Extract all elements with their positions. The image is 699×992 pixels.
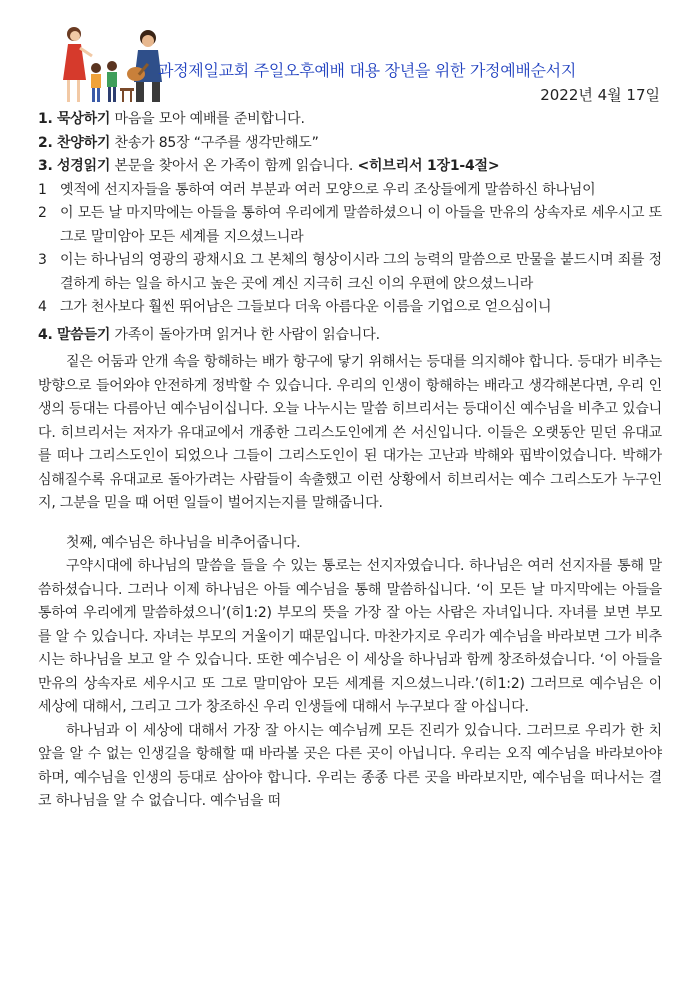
content-area: [38, 108, 662, 814]
step-scripture: [38, 155, 662, 179]
verse-number: 1: [38, 181, 47, 198]
step-sermon: [38, 324, 662, 348]
step-number: 2.: [38, 134, 53, 151]
step-title: 묵상하기: [56, 111, 111, 127]
step-text: 본문을 찾아서 온 가족이 함께 읽습니다.: [114, 158, 354, 174]
verse-1: [38, 179, 662, 203]
verse-text: 옛적에 선지자들을 통하여 여러 부분과 여러 모양으로 우리 조상들에게 말씀하신 하나님이: [60, 181, 596, 198]
scripture-reference: <히브리서 1장1-4절>: [357, 158, 500, 174]
page-title: 과정제일교회 주일오후예배 대용 장년을 위한 가정예배순서지: [158, 61, 576, 80]
step-number: 1.: [38, 111, 53, 127]
sermon-first-heading: 첫째, 예수님은 하나님을 비추어줍니다.: [66, 534, 301, 551]
verse-number: 4: [38, 299, 47, 315]
step-meditation: [38, 108, 662, 132]
step-title: 성경읽기: [56, 158, 111, 174]
step-number: 4.: [38, 326, 53, 343]
verse-text: 그가 천사보다 훨씬 뛰어남은 그들보다 더욱 아름다운 이름을 기업으로 얻으심이니: [60, 299, 552, 315]
worship-date: 2022년 4월 17일: [540, 86, 660, 104]
step-text: 가족이 돌아가며 읽거나 한 사람이 읽습니다.: [114, 326, 380, 343]
step-text: 마음을 모아 예배를 준비합니다.: [114, 111, 305, 127]
step-title: 찬양하기: [56, 134, 111, 151]
step-text: 찬송가 85장 “구주를 생각만해도”: [114, 134, 319, 151]
sermon-paragraph-1: 구약시대에 하나님의 말씀을 들을 수 있는 통로는 선지자였습니다. 하나님은 여러 선지자를 통해 말씀하셨습니다. 그러나 이제 하나님은 아들 예수님을 통해 말씀하십니다. ‘이 모든 날 마지막에는 아들을 통하여 우리에게 말씀하셨으니’(히1:2) 부모의 뜻을 가장 잘 아는 사람은 자녀입니다. 자녀를 보면 부모를 알 수 있습니다. 자녀는 부모의 거울이기 때문입니다. 마찬가지로 우리가 예수님을 바라보면 그가 비추시는 하나님을 보고 알 수 있습니다. 또한 예수님은 이 세상을 하나님과 함께 창조하셨습니다. ‘이 아들을 만유의 상속자로 세우시고 또 그로 말미암아 모든 세계를 지으셨느니라.’(히1:2) 그러므로 예수님은 이 세상에 대해서, 그리고 그가 창조하신 우리 인생들에 대해서 누구보다 잘 아십니다.: [38, 558, 662, 715]
verse-text: 이 모든 날 마지막에는 아들을 통하여 우리에게 말씀하셨으니 이 아들을 만유의 상속자로 세우시고 또 그로 말미암아 모든 세계를 지으셨느니라: [60, 205, 662, 245]
verse-number: 2: [38, 205, 47, 221]
verse-text: 이는 하나님의 영광의 광채시요 그 본체의 형상이시라 그의 능력의 말씀으로 만물을 붙드시며 죄를 정결하게 하는 일을 하시고 높은 곳에 계신 지극히 크신 이의 우편에 앉으셨느니라: [60, 252, 662, 292]
sermon-intro: 짙은 어둠과 안개 속을 항해하는 배가 항구에 닿기 위해서는 등대를 의지해야 합니다. 등대가 비추는 방향으로 들어와야 안전하게 정박할 수 있습니다. 우리의 인생이 항해하는 배라고 생각해본다면, 우리 인생의 등대는 다름아닌 예수님이십니다. 오늘 나누시는 말씀 히브리서는 등대이신 예수님을 비추고 있습니다. 히브리서는 저자가 유대교에서 개종한 그리스도인에게 쓴 서신입니다. 이들은 오랫동안 믿던 유대교를 떠나 그리스도인이 되었으나 그들이 그리스도인이 된 대가는 고난과 박해와 핍박이었습니다. 박해가 심해질수록 유대교로 돌아가려는 사람들이 속출했고 이런 상황에서 히브리서는 예수 그리스도가 누구인지, 그분을 믿을 때 어떤 일들이 벌어지는지를 말해줍니다.: [38, 354, 662, 511]
step-number: 3.: [38, 158, 53, 174]
spacer: [38, 516, 662, 532]
step-praise: [38, 132, 662, 156]
sermon-paragraph-2: 하나님과 이 세상에 대해서 가장 잘 아시는 예수님께 모든 진리가 있습니다. 그러므로 우리가 한 치 앞을 알 수 없는 인생길을 항해할 때 바라볼 곳은 다른 곳이 아닙니다. 우리는 오직 예수님을 바라보아야 하며, 예수님을 인생의 등대로 삼아야 합니다. 우리는 종종 다른 곳을 바라보지만, 예수님을 떠나서는 결코 하나님을 알 수 없습니다. 예수님을 떠: [38, 722, 662, 809]
verse-4: [38, 296, 662, 320]
verse-3: [38, 249, 662, 296]
verse-number: 3: [38, 252, 47, 268]
verse-2: [38, 202, 662, 249]
step-title: 말씀듣기: [56, 326, 111, 343]
